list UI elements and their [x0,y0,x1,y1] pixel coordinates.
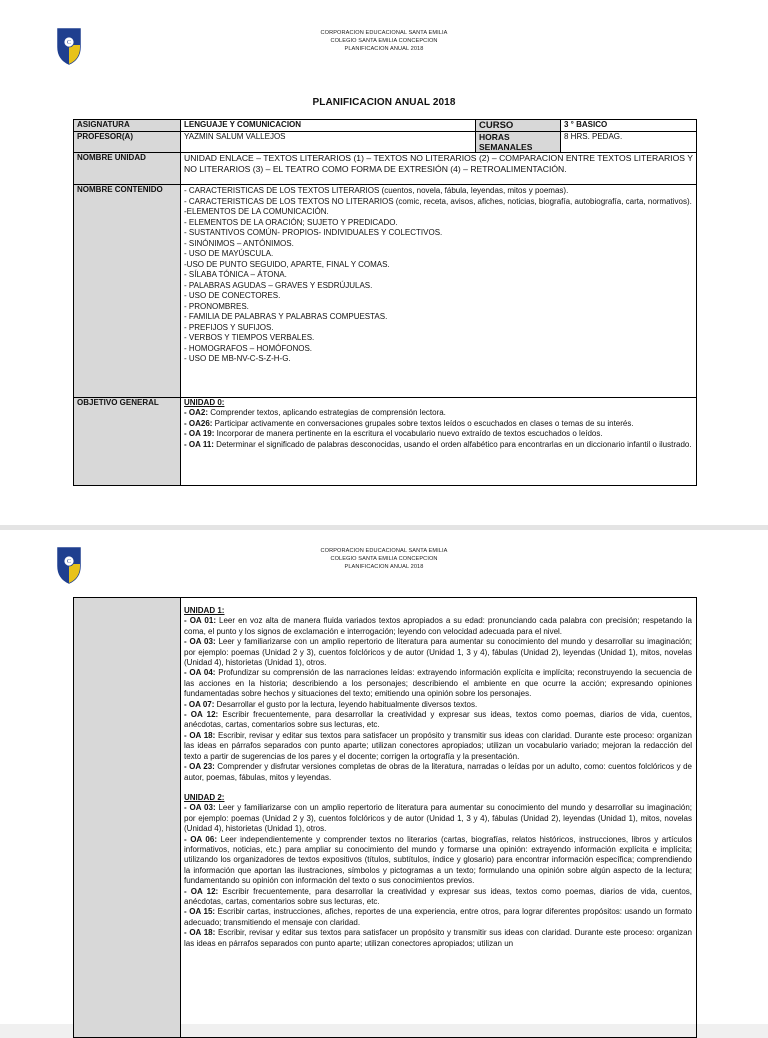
svg-text:C: C [66,40,72,46]
contenido-item: -ELEMENTOS DE LA COMUNICACIÓN. [184,207,329,216]
contenido-item: - USO DE MB-NV-C-S-Z-H-G. [184,354,291,363]
objective-item: - OA 03: Leer y familiarizarse con un amplio repertorio de literatura para aumentar su conocimiento del mundo y desarrollar su imaginación; por ejemplo: poemas (Unidad 2 y 3), cuentos folclóricos y de autor (Unidad 1, 3 y 4), fábulas (Unidad 2), leyendas (Unidad 1), mitos, novelas (Unidad 4), historietas (Unidad 1), otros. [184,637,692,668]
page-header [0,547,768,571]
objective-item: - OA26: Participar activamente en conversaciones grupales sobre textos leídos o escuchados en clases o temas de su interés. [184,418,634,428]
contenido-item: - VERBOS Y TIEMPOS VERBALES. [184,333,315,342]
objective-item: - OA 01: Leer en voz alta de manera fluida variados textos apropiados a su edad: pronunciando cada palabra con precisión; respetando la coma, el punto y los signos de exclamación e interrogación; leyendo con velocidad adecuada para el nivel. [184,616,693,636]
objective-item: - OA 06: Leer independientemente y comprender textos no literarios (cartas, biografías, relatos históricos, instrucciones, libros y artículos informativos, noticias, etc.) para ampliar su conocimiento del mundo y formarse una opinión: extrayendo información explícita e implícita; utilizando los organizadores de textos expositivos (títulos, subtítulos, índice y glosario) para encontrar información específica; comprendiendo la información que aportan las ilustraciones, símbolos y pictogramas a un texto; formulando una opinión sobre algún aspecto de la lectura; fundamentando su opinión con información del texto o sus conocimientos previos. [184,834,693,886]
unidad0-block [181,398,697,486]
objective-item: - OA 18: Escribir, revisar y editar sus textos para satisfacer un propósito y transmitir sus ideas con claridad. Durante este proceso: organizan las ideas en párrafos separados con punto aparte; utilizan conectores apropiados; utilizan un vocabulario variado; mejoran la redacción del texto a partir de sugerencias de los pares y el docente; corrigen la ortografía y la presentación. [184,730,692,761]
value-asignatura: LENGUAJE Y COMUNICACION [181,120,476,132]
contenido-item: - CARACTERISTICAS DE LOS TEXTOS NO LITERARIOS (comic, receta, avisos, afiches, noticias, biografía, autobiografía, carta, normativos). [184,196,692,206]
value-nombre-unidad: UNIDAD ENLACE – TEXTOS LITERARIOS (1) – TEXTOS NO LITERARIOS (2) – COMPARACION ENTRE TEXTOS LITERARIOS Y NO LITERARIOS (3) – EL TEATRO COMO FORMA DE EXTRESIÓN (4) – RETROALIMENTACIÓN. [181,153,697,185]
label-objetivo-general: OBJETIVO GENERAL [74,398,181,486]
contenido-item: - SÍLABA TÓNICA – ÁTONA. [184,270,287,279]
label-horas: HORAS SEMANALES [476,132,561,153]
label-nombre-contenido: NOMBRE CONTENIDO [74,185,181,398]
document-page-2 [0,530,768,1024]
contenido-item: - HOMOGRAFOS – HOMÓFONOS. [184,343,313,353]
contenido-item: - PALABRAS AGUDAS – GRAVES Y ESDRÚJULAS. [184,280,373,290]
contenido-item: - USO DE MAYÚSCULA. [184,249,274,258]
value-curso: 3 ° BASICO [561,120,697,132]
objective-item: - OA 12: Escribir frecuentemente, para desarrollar la creatividad y expresar sus ideas, textos como poemas, diarios de vida, cuentos, anécdotas, cartas, comentarios sobre sus lecturas, etc. [184,710,692,730]
contenido-item: - SUSTANTIVOS COMÚN- PROPIOS- INDIVIDUALES Y COLECTIVOS. [184,228,443,237]
contenido-item: - FAMILIA DE PALABRAS Y PALABRAS COMPUESTAS. [184,312,388,321]
unidad1-heading: UNIDAD 1: [184,606,225,615]
objective-item: - OA 07: Desarrollar el gusto por la lectura, leyendo habitualmente diversos textos. [184,699,478,709]
objective-item: - OA 23: Comprender y disfrutar versiones completas de obras de la literatura, narradas o leídas por un adulto, como: cuentos folclóricos y de autor, poemas, fábulas, mitos y leyendas. [184,762,692,782]
planning-table [73,119,697,486]
header-line-1: CORPORACION EDUCACIONAL SANTA EMILIA [320,30,448,36]
objective-item: - OA 04: Profundizar su comprensión de las narraciones leídas: extrayendo información explícita e implícita; reconstruyendo la secuencia de las acciones en la historia; describiendo a los personajes; describiendo el ambiente en que ocurre la acción; expresando opiniones fundamentadas sobre hechos y situaciones del texto; emitiendo una opinión sobre los personajes. [184,668,692,699]
unidad0-heading: UNIDAD 0: [184,398,225,407]
label-profesor: PROFESOR(A) [74,132,181,153]
contenidos-list [181,185,697,398]
header-line-2: COLEGIO SANTA EMILIA CONCEPCION [330,38,438,44]
contenido-item: - PREFIJOS Y SUFIJOS. [184,322,274,332]
label-nombre-unidad: NOMBRE UNIDAD [74,153,181,185]
contenido-item: - USO DE CONECTORES. [184,291,281,300]
objective-item: - OA 19: Incorporar de manera pertinente en la escritura el vocabulario nuevo extraído de textos escuchados o leídos. [184,429,603,439]
header-line-1: CORPORACION EDUCACIONAL SANTA EMILIA [320,548,448,554]
objective-item: - OA 12: Escribir frecuentemente, para desarrollar la creatividad y expresar sus ideas, textos como poemas, diarios de vida, cuentos, anécdotas, cartas, comentarios sobre sus lecturas, etc. [184,886,692,906]
unidad2-heading: UNIDAD 2: [184,792,225,802]
label-cell-empty [74,598,181,1038]
value-profesor: YAZMIN SALUM VALLEJOS [181,132,476,153]
unidades-block [181,598,697,1038]
header-line-3: PLANIFICACION ANUAL 2018 [344,564,424,570]
header-line-3: PLANIFICACION ANUAL 2018 [344,46,424,52]
header-line-2: COLEGIO SANTA EMILIA CONCEPCION [330,556,438,562]
planning-table-continued [73,597,697,1038]
contenido-item: -USO DE PUNTO SEGUIDO, APARTE, FINAL Y COMAS. [184,259,390,269]
document-title: PLANIFICACION ANUAL 2018 [312,97,456,108]
objective-item: - OA2: Comprender textos, aplicando estrategias de comprensión lectora. [184,408,446,418]
contenido-item: - PRONOMBRES. [184,301,249,311]
contenido-item: - ELEMENTOS DE LA ORACIÓN; SUJETO Y PREDICADO. [184,217,398,227]
label-curso: CURSO [476,120,561,132]
value-horas: 8 HRS. PEDAG. [561,132,697,153]
objective-item: - OA 18: Escribir, revisar y editar sus textos para satisfacer un propósito y transmitir sus ideas con claridad. Durante este proceso: organizan las ideas en párrafos separados con punto aparte; utilizan conectores apropiados; utilizan un [184,928,692,948]
page-header [0,29,768,53]
contenido-item: - CARACTERISTICAS DE LOS TEXTOS LITERARIOS (cuentos, novela, fábula, leyendas, mitos y poemas). [184,186,569,195]
objective-item: - OA 15: Escribir cartas, instrucciones, afiches, reportes de una experiencia, entre otros, para lograr diferentes propósitos: usando un formato adecuado; transmitiendo el mensaje con claridad. [184,907,693,927]
label-asignatura: ASIGNATURA [74,120,181,132]
objective-item: - OA 03: Leer y familiarizarse con un amplio repertorio de literatura para aumentar su conocimiento del mundo y desarrollar su imaginación; por ejemplo: poemas (Unidad 2 y 3), cuentos folclóricos y de autor (Unidad 1, 3 y 4), fábulas (Unidad 2), leyendas (Unidad 1), mitos, novelas (Unidad 4), historietas (Unidad 1), otros. [184,803,692,834]
contenido-item: - SINÓNIMOS – ANTÓNIMOS. [184,238,294,248]
objective-item: - OA 11: Determinar el significado de palabras desconocidas, usando el orden alfabético para encontrarlas en un diccionario infantil o ilustrado. [184,439,692,449]
svg-text:C: C [66,559,72,565]
